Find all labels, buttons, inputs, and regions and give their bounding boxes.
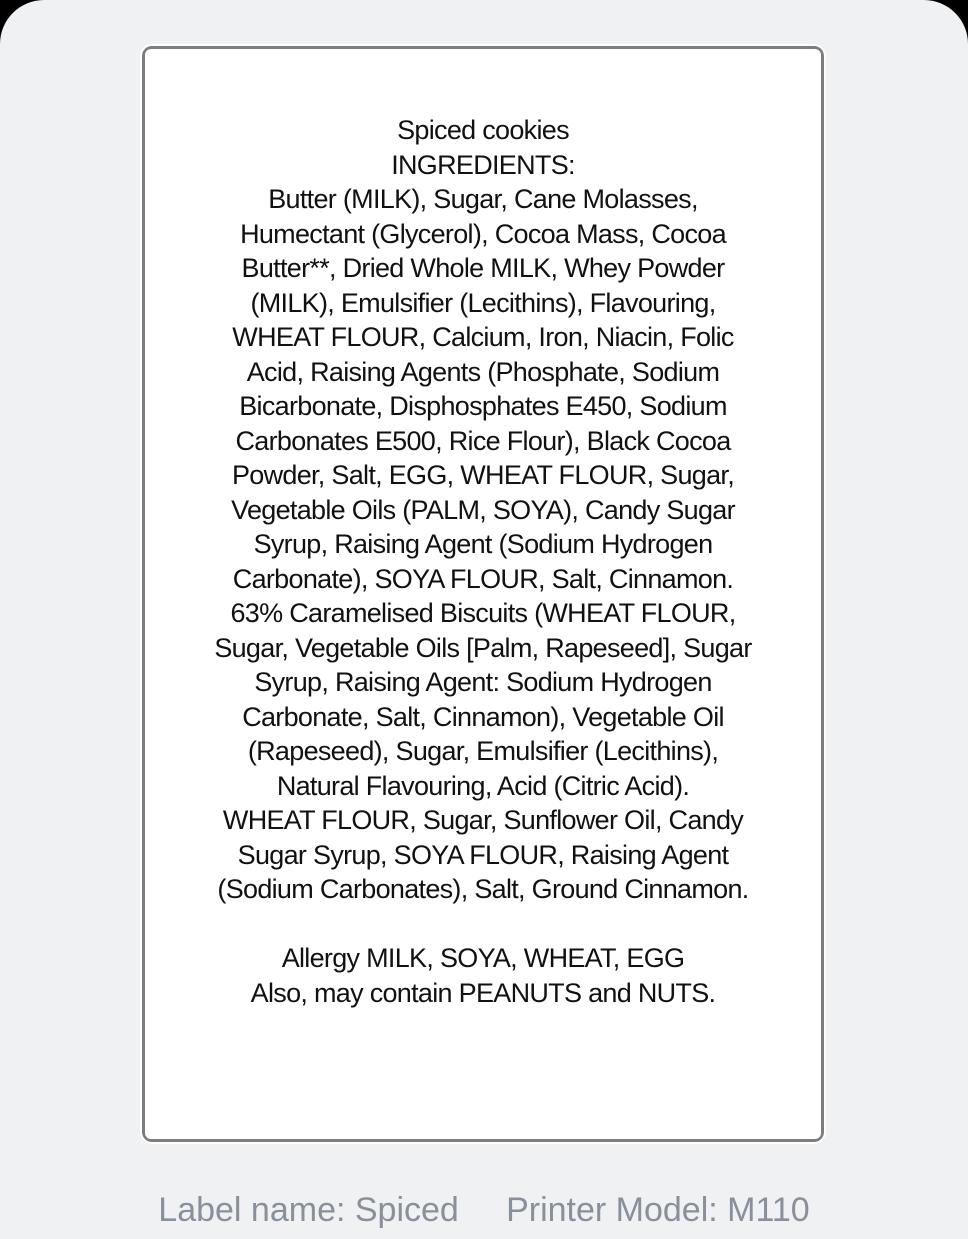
label-title: Spiced cookies [397, 115, 569, 145]
may-contain-text: Also, may contain PEANUTS and NUTS. [250, 977, 716, 1008]
footer-caption: Label name: Spiced Printer Model: M110 [158, 1191, 810, 1229]
ingredients-heading: INGREDIENTS: [391, 149, 575, 180]
label-text-block [155, 113, 811, 1010]
ingredients-text: Butter (MILK), Sugar, Cane Molasses, Humectant (Glycerol), Cocoa Mass, Cocoa Butter**, Dried Whole MILK, Whey Powder (MILK), Emulsifier (Lecithins), Flavouring, WHEAT FLOUR, Calcium, Iron, Niacin, Folic Acid, Raising Agents (Phosphate, Sodium Bicarbonate, Disphosphates E450, Sodium Carbonates E500, Rice Flour), Black Cocoa Powder, Salt, EGG, WHEAT FLOUR, Sugar, Vegetable Oils (PALM, SOYA), Candy Sugar Syrup, Raising Agent (Sodium Hydrogen Carbonate), SOYA FLOUR, Salt, Cinnamon. 63% Caramelised Biscuits (WHEAT FLOUR, Sugar, Vegetable Oils [Palm, Rapeseed], Sugar Syrup, Raising Agent: Sodium Hydrogen Carbonate, Salt, Cinnamon), Vegetable Oil (Rapeseed), Sugar, Emulsifier (Lecithins), Natural Flavouring, Acid (Citric Acid). WHEAT FLOUR, Sugar, Sunflower Oil, Candy Sugar Syrup, SOYA FLOUR, Raising Agent (Sodium Carbonates), Salt, Ground Cinnamon. [214, 184, 752, 904]
allergy-text: Allergy MILK, SOYA, WHEAT, EGG [281, 943, 685, 973]
label-preview[interactable] [142, 46, 824, 1142]
